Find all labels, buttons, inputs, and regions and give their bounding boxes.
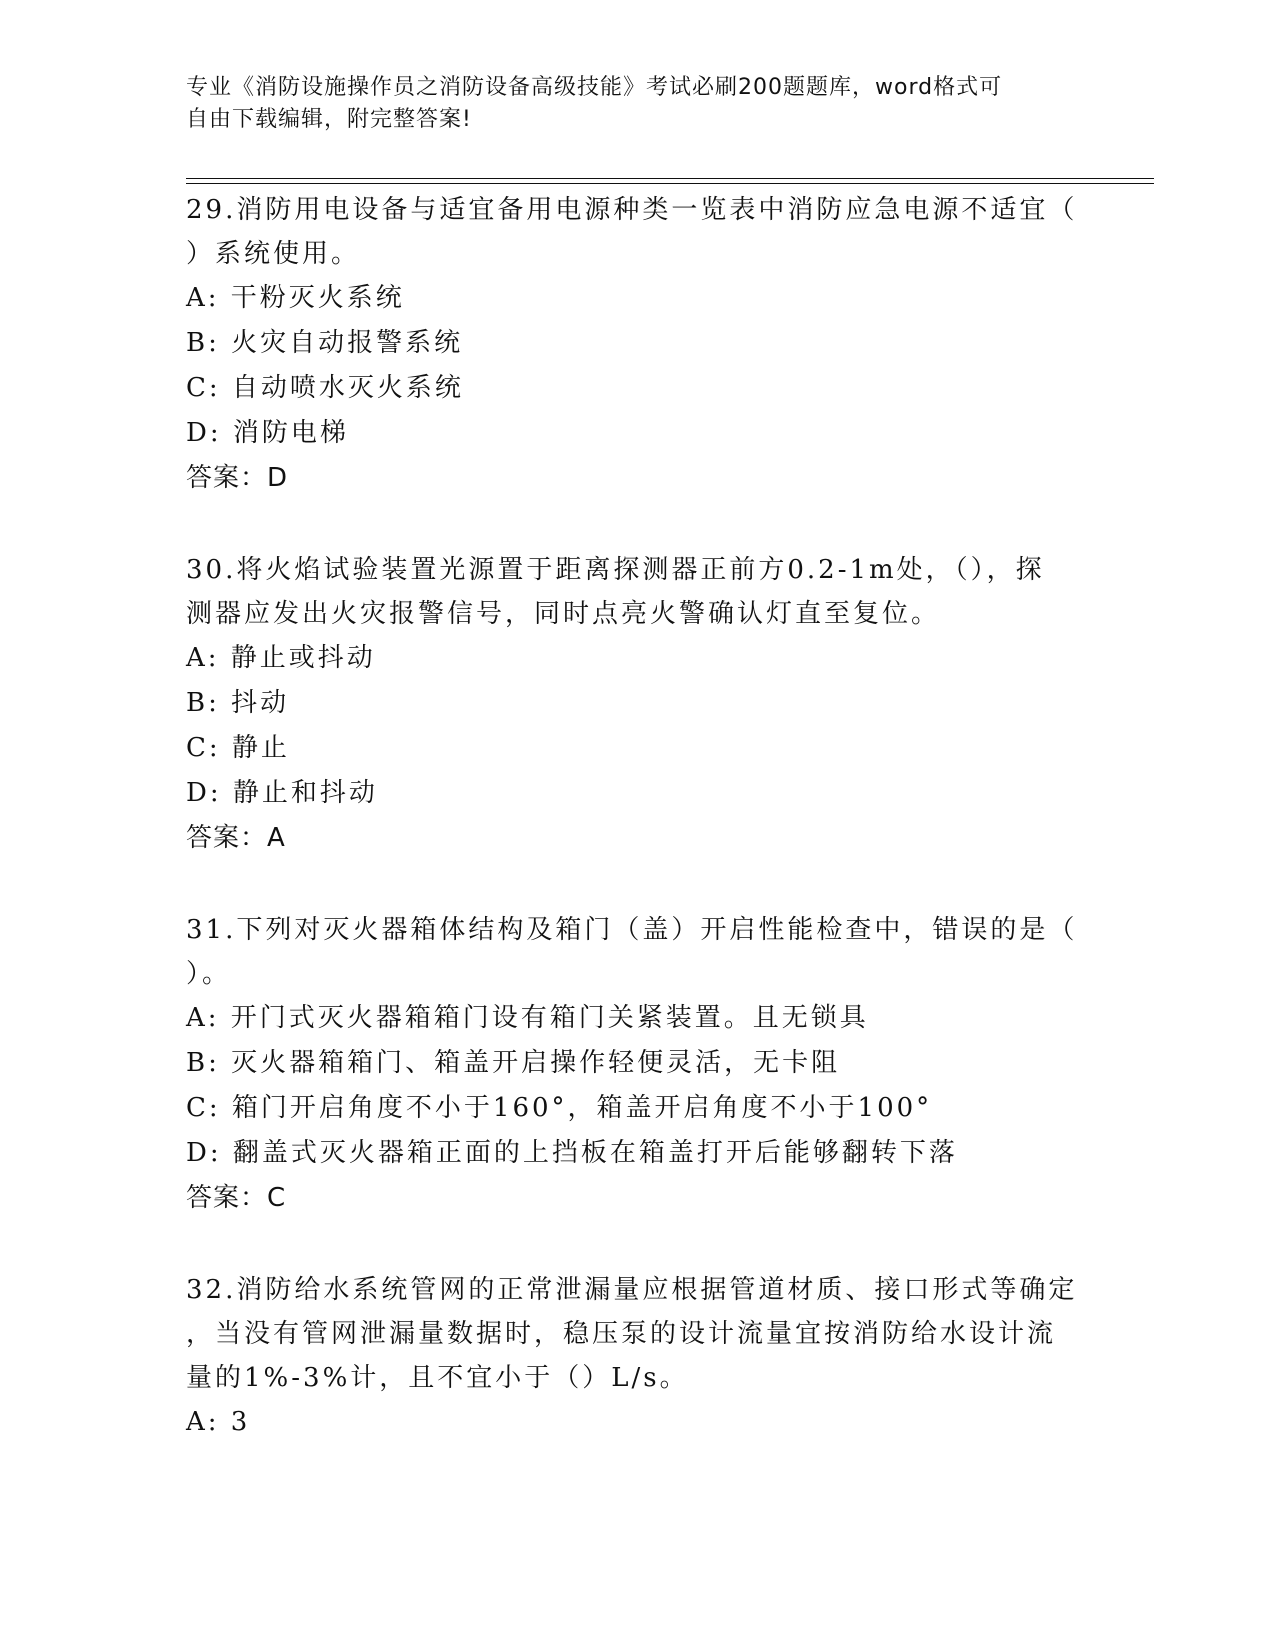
option-a: A: 3 xyxy=(186,1407,251,1437)
document-header xyxy=(186,72,1066,136)
question-stem-line: 30.将火焰试验装置光源置于距离探测器正前方0.2-1m处，（），探 xyxy=(186,555,1045,585)
question-stem-line: 29.消防用电设备与适宜备用电源种类一览表中消防应急电源不适宜（ xyxy=(186,195,1078,225)
question-29 xyxy=(186,188,1086,501)
question-stem-line: 32.消防给水系统管网的正常泄漏量应根据管道材质、接口形式等确定 xyxy=(186,1275,1078,1305)
option-d: D: 静止和抖动 xyxy=(186,778,378,808)
option-b: B: 灭火器箱箱门、箱盖开启操作轻便灵活，无卡阻 xyxy=(186,1048,841,1078)
answer-line: 答案：C xyxy=(186,1183,287,1213)
option-b: B: 火灾自动报警系统 xyxy=(186,328,464,358)
answer-line: 答案：D xyxy=(186,463,289,493)
question-stem-line: ，当没有管网泄漏量数据时，稳压泵的设计流量宜按消防给水设计流 xyxy=(186,1319,1057,1349)
question-stem-line: ）系统使用。 xyxy=(186,239,361,269)
option-c: C: 箱门开启角度不小于160°，箱盖开启角度不小于100° xyxy=(186,1093,933,1123)
option-c: C: 静止 xyxy=(186,733,290,763)
question-spacer xyxy=(186,861,1086,908)
question-spacer xyxy=(186,501,1086,548)
option-b: B: 抖动 xyxy=(186,688,290,718)
option-a: A: 干粉灭火系统 xyxy=(186,283,405,313)
answer-line: 答案：A xyxy=(186,823,286,853)
header-divider-bottom xyxy=(186,183,1154,184)
question-stem-line: ）。 xyxy=(186,959,232,989)
option-d: D: 消防电梯 xyxy=(186,418,349,448)
option-d: D: 翻盖式灭火器箱正面的上挡板在箱盖打开后能够翻转下落 xyxy=(186,1138,958,1168)
question-stem-line: 31.下列对灭火器箱体结构及箱门（盖）开启性能检查中，错误的是（ xyxy=(186,915,1078,945)
question-list xyxy=(186,188,1086,1445)
header-line-2: 自由下载编辑，附完整答案! xyxy=(186,107,472,132)
question-stem-line: 测器应发出火灾报警信号，同时点亮火警确认灯直至复位。 xyxy=(186,599,941,629)
header-divider-top xyxy=(186,178,1154,179)
question-31 xyxy=(186,908,1086,1221)
option-c: C: 自动喷水灭火系统 xyxy=(186,373,464,403)
question-stem-line: 量的1%-3%计，且不宜小于（）L/s。 xyxy=(186,1363,689,1393)
question-spacer xyxy=(186,1221,1086,1268)
option-a: A: 开门式灭火器箱箱门设有箱门关紧装置。且无锁具 xyxy=(186,1003,869,1033)
option-a: A: 静止或抖动 xyxy=(186,643,376,673)
question-30 xyxy=(186,548,1086,861)
header-line-1: 专业《消防设施操作员之消防设备高级技能》考试必刷200题题库，word格式可 xyxy=(186,75,1003,100)
question-32 xyxy=(186,1268,1086,1445)
